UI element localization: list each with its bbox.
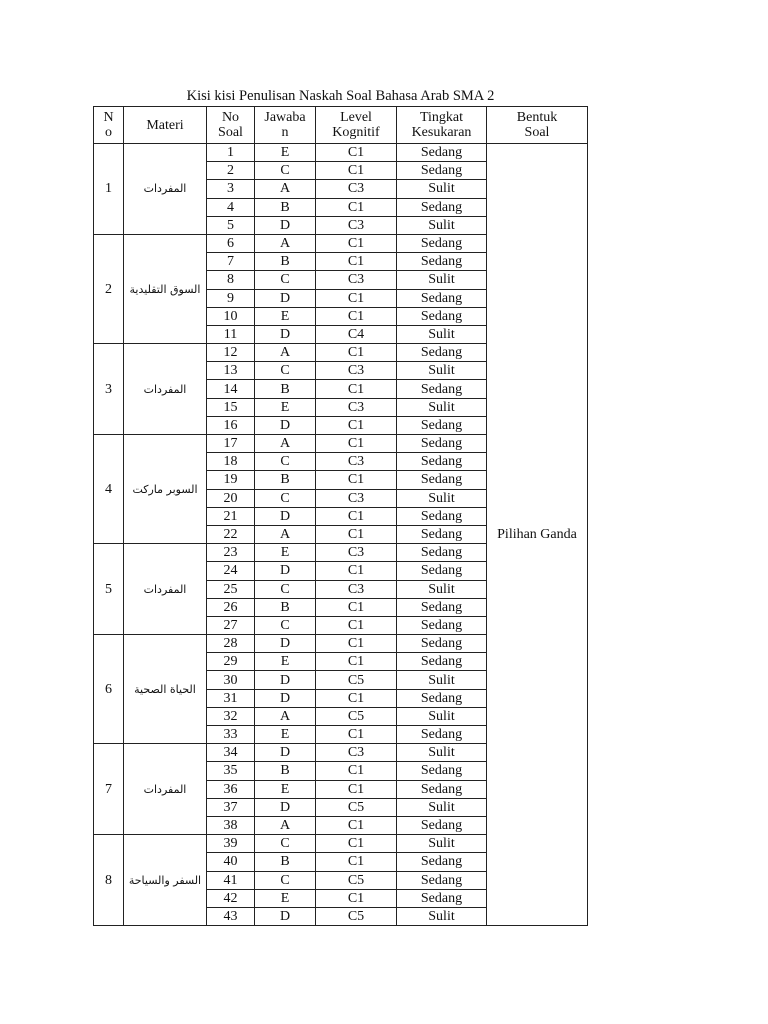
tingkat-kesukaran-cell: Sedang [397,871,487,889]
level-kognitif-cell: C3 [316,362,397,380]
level-kognitif-cell: C1 [316,380,397,398]
level-kognitif-cell: C3 [316,544,397,562]
tingkat-kesukaran-cell: Sulit [397,835,487,853]
header-no-soal: No Soal [207,107,255,144]
no-soal-cell: 38 [207,816,255,834]
level-kognitif-cell: C3 [316,271,397,289]
jawaban-cell: A [255,435,316,453]
no-soal-cell: 30 [207,671,255,689]
jawaban-cell: C [255,453,316,471]
jawaban-cell: A [255,344,316,362]
jawaban-cell: D [255,325,316,343]
tingkat-kesukaran-cell: Sedang [397,307,487,325]
level-kognitif-cell: C1 [316,144,397,162]
tingkat-kesukaran-cell: Sedang [397,889,487,907]
jawaban-cell: A [255,525,316,543]
tingkat-kesukaran-cell: Sulit [397,580,487,598]
tingkat-kesukaran-cell: Sedang [397,289,487,307]
no-soal-cell: 25 [207,580,255,598]
no-soal-cell: 41 [207,871,255,889]
tingkat-kesukaran-cell: Sedang [397,380,487,398]
no-soal-cell: 21 [207,507,255,525]
level-kognitif-cell: C1 [316,162,397,180]
level-kognitif-cell: C5 [316,907,397,925]
level-kognitif-cell: C1 [316,726,397,744]
jawaban-cell: C [255,835,316,853]
group-number: 4 [94,435,124,544]
group-number: 5 [94,544,124,635]
header-bentuk-soal: Bentuk Soal [487,107,588,144]
level-kognitif-cell: C1 [316,762,397,780]
no-soal-cell: 13 [207,362,255,380]
level-kognitif-cell: C1 [316,471,397,489]
jawaban-cell: D [255,744,316,762]
level-kognitif-cell: C1 [316,416,397,434]
tingkat-kesukaran-cell: Sedang [397,562,487,580]
level-kognitif-cell: C1 [316,289,397,307]
jawaban-cell: A [255,234,316,252]
tingkat-kesukaran-cell: Sedang [397,507,487,525]
tingkat-kesukaran-cell: Sedang [397,635,487,653]
jawaban-cell: B [255,598,316,616]
no-soal-cell: 20 [207,489,255,507]
level-kognitif-cell: C1 [316,198,397,216]
no-soal-cell: 26 [207,598,255,616]
jawaban-cell: D [255,216,316,234]
no-soal-cell: 1 [207,144,255,162]
level-kognitif-cell: C5 [316,798,397,816]
level-kognitif-cell: C1 [316,816,397,834]
tingkat-kesukaran-cell: Sulit [397,216,487,234]
jawaban-cell: D [255,671,316,689]
jawaban-cell: B [255,198,316,216]
no-soal-cell: 9 [207,289,255,307]
jawaban-cell: A [255,707,316,725]
tingkat-kesukaran-cell: Sedang [397,616,487,634]
jawaban-cell: B [255,471,316,489]
level-kognitif-cell: C3 [316,216,397,234]
tingkat-kesukaran-cell: Sulit [397,325,487,343]
no-soal-cell: 24 [207,562,255,580]
level-kognitif-cell: C1 [316,853,397,871]
level-kognitif-cell: C3 [316,180,397,198]
no-soal-cell: 4 [207,198,255,216]
jawaban-cell: C [255,871,316,889]
jawaban-cell: D [255,689,316,707]
no-soal-cell: 14 [207,380,255,398]
level-kognitif-cell: C3 [316,398,397,416]
no-soal-cell: 15 [207,398,255,416]
no-soal-cell: 43 [207,907,255,925]
tingkat-kesukaran-cell: Sulit [397,744,487,762]
group-number: 2 [94,234,124,343]
group-number: 3 [94,344,124,435]
no-soal-cell: 11 [207,325,255,343]
level-kognitif-cell: C1 [316,835,397,853]
kisi-table [93,106,588,926]
no-soal-cell: 7 [207,253,255,271]
jawaban-cell: D [255,635,316,653]
level-kognitif-cell: C5 [316,707,397,725]
level-kognitif-cell: C3 [316,744,397,762]
level-kognitif-cell: C1 [316,234,397,252]
level-kognitif-cell: C5 [316,871,397,889]
materi-cell: المفردات [124,744,207,835]
tingkat-kesukaran-cell: Sedang [397,416,487,434]
no-soal-cell: 37 [207,798,255,816]
tingkat-kesukaran-cell: Sedang [397,144,487,162]
tingkat-kesukaran-cell: Sulit [397,707,487,725]
jawaban-cell: D [255,562,316,580]
jawaban-cell: C [255,580,316,598]
jawaban-cell: E [255,544,316,562]
tingkat-kesukaran-cell: Sedang [397,471,487,489]
materi-cell: السوبر ماركت [124,435,207,544]
jawaban-cell: E [255,398,316,416]
tingkat-kesukaran-cell: Sedang [397,598,487,616]
materi-cell: الحياة الصحية [124,635,207,744]
table-row [94,144,588,162]
tingkat-kesukaran-cell: Sulit [397,489,487,507]
tingkat-kesukaran-cell: Sedang [397,816,487,834]
jawaban-cell: E [255,726,316,744]
no-soal-cell: 23 [207,544,255,562]
header-row [94,107,588,144]
bentuk-soal-cell: Pilihan Ganda [487,144,588,926]
no-soal-cell: 27 [207,616,255,634]
level-kognitif-cell: C1 [316,616,397,634]
no-soal-cell: 42 [207,889,255,907]
no-soal-cell: 17 [207,435,255,453]
tingkat-kesukaran-cell: Sulit [397,798,487,816]
level-kognitif-cell: C1 [316,435,397,453]
tingkat-kesukaran-cell: Sedang [397,344,487,362]
tingkat-kesukaran-cell: Sulit [397,671,487,689]
no-soal-cell: 22 [207,525,255,543]
materi-cell: المفردات [124,544,207,635]
jawaban-cell: E [255,144,316,162]
level-kognitif-cell: C4 [316,325,397,343]
document-title: Kisi kisi Penulisan Naskah Soal Bahasa Arab SMA 2 [186,88,495,104]
level-kognitif-cell: C1 [316,653,397,671]
jawaban-cell: D [255,907,316,925]
no-soal-cell: 6 [207,234,255,252]
tingkat-kesukaran-cell: Sedang [397,726,487,744]
jawaban-cell: B [255,253,316,271]
tingkat-kesukaran-cell: Sulit [397,271,487,289]
tingkat-kesukaran-cell: Sedang [397,198,487,216]
header-no: N o [94,107,124,144]
header-jawaban: Jawaba n [255,107,316,144]
jawaban-cell: C [255,489,316,507]
level-kognitif-cell: C1 [316,635,397,653]
tingkat-kesukaran-cell: Sedang [397,689,487,707]
jawaban-cell: C [255,362,316,380]
jawaban-cell: D [255,416,316,434]
jawaban-cell: D [255,798,316,816]
no-soal-cell: 19 [207,471,255,489]
materi-cell: المفردات [124,144,207,235]
jawaban-cell: C [255,162,316,180]
jawaban-cell: B [255,380,316,398]
tingkat-kesukaran-cell: Sedang [397,653,487,671]
header-tingkat-kesukaran: Tingkat Kesukaran [397,107,487,144]
jawaban-cell: E [255,653,316,671]
materi-cell: السوق التقليدية [124,234,207,343]
level-kognitif-cell: C5 [316,671,397,689]
jawaban-cell: E [255,307,316,325]
level-kognitif-cell: C3 [316,453,397,471]
tingkat-kesukaran-cell: Sedang [397,853,487,871]
jawaban-cell: C [255,271,316,289]
tingkat-kesukaran-cell: Sulit [397,180,487,198]
no-soal-cell: 40 [207,853,255,871]
tingkat-kesukaran-cell: Sedang [397,780,487,798]
no-soal-cell: 12 [207,344,255,362]
jawaban-cell: E [255,889,316,907]
tingkat-kesukaran-cell: Sedang [397,234,487,252]
jawaban-cell: D [255,507,316,525]
tingkat-kesukaran-cell: Sulit [397,398,487,416]
no-soal-cell: 18 [207,453,255,471]
tingkat-kesukaran-cell: Sedang [397,544,487,562]
no-soal-cell: 29 [207,653,255,671]
no-soal-cell: 36 [207,780,255,798]
level-kognitif-cell: C1 [316,780,397,798]
no-soal-cell: 16 [207,416,255,434]
no-soal-cell: 5 [207,216,255,234]
no-soal-cell: 2 [207,162,255,180]
header-materi: Materi [124,107,207,144]
level-kognitif-cell: C1 [316,344,397,362]
jawaban-cell: B [255,853,316,871]
header-level-kognitif: Level Kognitif [316,107,397,144]
tingkat-kesukaran-cell: Sedang [397,525,487,543]
no-soal-cell: 34 [207,744,255,762]
tingkat-kesukaran-cell: Sulit [397,907,487,925]
no-soal-cell: 39 [207,835,255,853]
level-kognitif-cell: C1 [316,889,397,907]
level-kognitif-cell: C3 [316,489,397,507]
level-kognitif-cell: C1 [316,598,397,616]
no-soal-cell: 10 [207,307,255,325]
jawaban-cell: A [255,816,316,834]
group-number: 6 [94,635,124,744]
tingkat-kesukaran-cell: Sedang [397,762,487,780]
level-kognitif-cell: C1 [316,507,397,525]
table-body [94,144,588,926]
no-soal-cell: 3 [207,180,255,198]
group-number: 1 [94,144,124,235]
jawaban-cell: B [255,762,316,780]
level-kognitif-cell: C3 [316,580,397,598]
level-kognitif-cell: C1 [316,253,397,271]
jawaban-cell: A [255,180,316,198]
level-kognitif-cell: C1 [316,307,397,325]
jawaban-cell: C [255,616,316,634]
no-soal-cell: 8 [207,271,255,289]
tingkat-kesukaran-cell: Sedang [397,435,487,453]
level-kognitif-cell: C1 [316,525,397,543]
no-soal-cell: 31 [207,689,255,707]
tingkat-kesukaran-cell: Sedang [397,253,487,271]
group-number: 8 [94,835,124,926]
tingkat-kesukaran-cell: Sedang [397,453,487,471]
group-number: 7 [94,744,124,835]
no-soal-cell: 32 [207,707,255,725]
level-kognitif-cell: C1 [316,562,397,580]
level-kognitif-cell: C1 [316,689,397,707]
jawaban-cell: D [255,289,316,307]
materi-cell: المفردات [124,344,207,435]
no-soal-cell: 33 [207,726,255,744]
tingkat-kesukaran-cell: Sedang [397,162,487,180]
materi-cell: السفر والسياحة [124,835,207,926]
jawaban-cell: E [255,780,316,798]
tingkat-kesukaran-cell: Sulit [397,362,487,380]
no-soal-cell: 35 [207,762,255,780]
no-soal-cell: 28 [207,635,255,653]
